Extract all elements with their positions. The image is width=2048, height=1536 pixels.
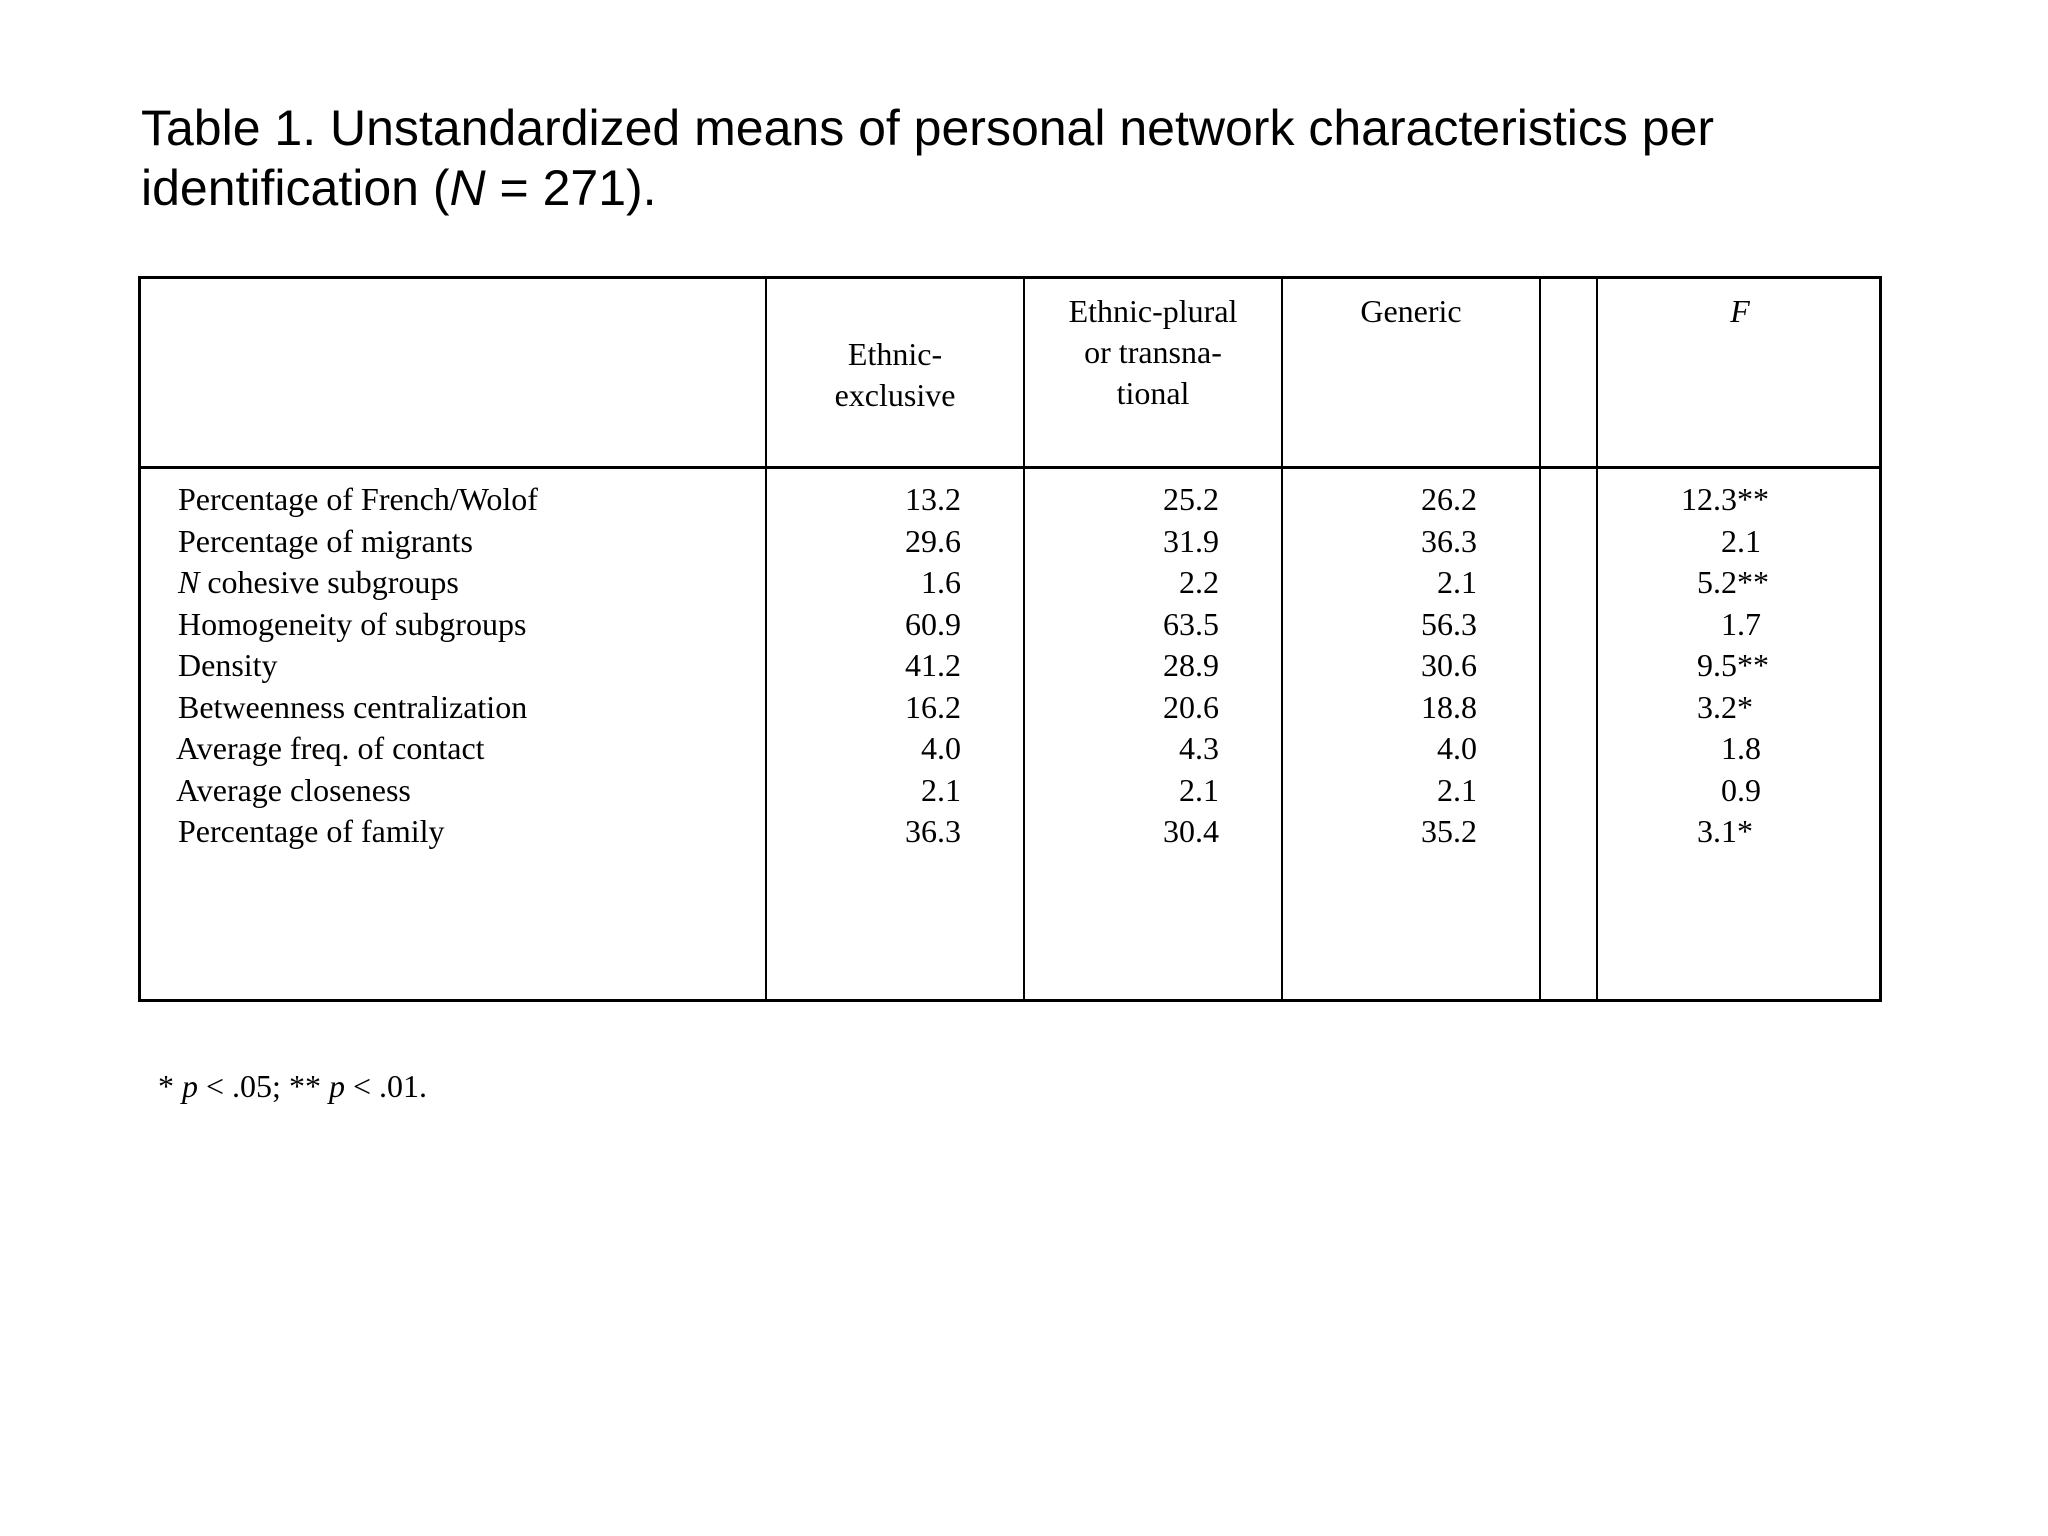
table-cell: 0.9: [1721, 771, 1761, 808]
row-label: Betweenness centralization: [178, 688, 528, 725]
table-cell: 36.3: [1421, 522, 1477, 559]
row-label: Homogeneity of subgroups: [178, 605, 527, 642]
table-cell: 2.2: [1179, 564, 1219, 600]
column-divider: [1596, 279, 1598, 999]
table-cell: 2.1: [1437, 564, 1477, 600]
title-suffix: = 271).: [485, 160, 657, 216]
table-cell: 2.1: [1437, 771, 1477, 808]
column-divider: [1539, 279, 1541, 999]
table-cell: 36.3: [905, 813, 961, 849]
header-line: Ethnic-: [847, 336, 943, 372]
header-generic: [1283, 291, 1539, 332]
header-divider: [141, 466, 1879, 469]
table-cell: 9.5**: [1697, 647, 1769, 683]
table-cell: 60.9: [905, 605, 961, 642]
footnote-p-symbol: p: [182, 1068, 198, 1104]
row-label: [178, 562, 538, 604]
table-cell: 2.1: [921, 771, 961, 808]
header-f: [1598, 291, 1882, 332]
row-label: Percentage of migrants: [178, 522, 473, 559]
column-divider: [1281, 279, 1283, 999]
column-ethnic-plural: [1099, 479, 1219, 853]
row-label-text: cohesive subgroups: [199, 564, 459, 600]
table-cell: 18.8: [1421, 688, 1477, 725]
table-cell: 30.4: [1163, 813, 1219, 849]
row-label: Average closeness: [176, 771, 411, 808]
table-cell: 1.6: [921, 564, 961, 600]
table-title: [141, 98, 1901, 218]
title-n-symbol: N: [449, 160, 486, 216]
table-cell: 56.3: [1421, 605, 1477, 642]
header-ethnic-plural: [1025, 291, 1281, 414]
header-line: or transna-: [1084, 334, 1222, 370]
table-cell: 41.2: [905, 647, 961, 683]
table-cell: 28.9: [1163, 647, 1219, 683]
footnote-text: < .05; **: [198, 1068, 329, 1104]
header-line: Generic: [1360, 293, 1462, 329]
results-table: [138, 276, 1882, 1002]
table-cell: 63.5: [1163, 605, 1219, 642]
footnote-text: *: [158, 1068, 182, 1104]
table-cell: 30.6: [1421, 647, 1477, 683]
column-f: [1681, 479, 1871, 853]
header-line: exclusive: [834, 377, 956, 413]
table-cell: 31.9: [1163, 522, 1219, 559]
table-cell: 5.2**: [1697, 564, 1769, 600]
table-cell: 4.3: [1179, 730, 1219, 766]
table-cell: 3.2*: [1697, 688, 1753, 725]
header-line: Ethnic-plural: [1068, 293, 1238, 329]
table-cell: 35.2: [1421, 813, 1477, 849]
row-labels: [178, 479, 538, 853]
table-cell: 13.2: [905, 481, 961, 517]
column-generic: [1357, 479, 1477, 853]
row-label: Percentage of French/Wolof: [178, 481, 538, 517]
column-ethnic-exclusive: [841, 479, 961, 853]
row-label: Average freq. of contact: [176, 730, 485, 766]
footnote-text: < .01.: [344, 1068, 427, 1104]
table-cell: 25.2: [1163, 481, 1219, 517]
table-cell: 26.2: [1421, 481, 1477, 517]
table-cell: 1.8: [1721, 730, 1761, 766]
header-ethnic-exclusive: [767, 334, 1023, 416]
header-line: F: [1730, 293, 1750, 329]
table-footnote: [158, 1068, 427, 1105]
header-line: tional: [1116, 375, 1190, 411]
table-cell: 20.6: [1163, 688, 1219, 725]
n-symbol: N: [178, 564, 200, 600]
footnote-p-symbol: p: [328, 1068, 345, 1104]
table-cell: 4.0: [921, 730, 961, 766]
table-cell: 2.1: [1179, 771, 1219, 808]
table-cell: 4.0: [1437, 730, 1477, 766]
table-cell: 16.2: [905, 688, 961, 725]
table-cell: 2.1: [1721, 522, 1761, 559]
table-cell: 3.1*: [1697, 813, 1753, 849]
table-cell: 1.7: [1721, 605, 1761, 642]
table-cell: 29.6: [905, 522, 961, 559]
table-cell: 12.3**: [1681, 481, 1769, 517]
title-prefix: Table 1. Unstandardized means of personal network characteristics per identification (: [141, 100, 1715, 216]
row-label: Percentage of family: [178, 813, 445, 849]
row-label: Density: [178, 647, 278, 683]
